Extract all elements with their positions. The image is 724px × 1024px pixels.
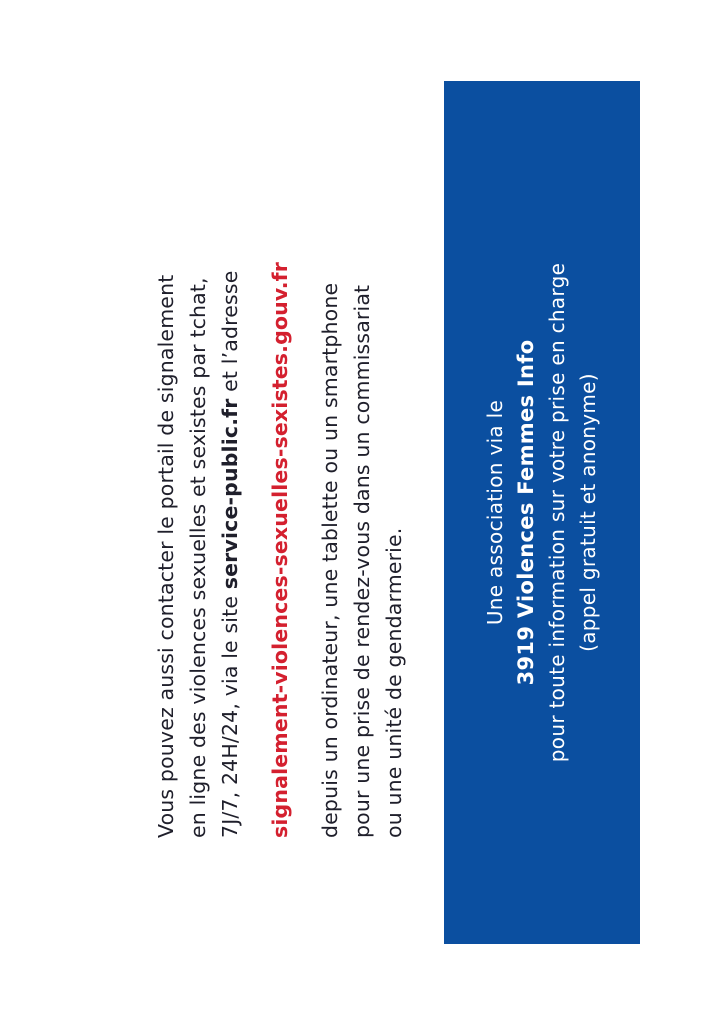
helpline-name: 3919 Violences Femmes Info: [514, 339, 538, 686]
info-line: Une association via le: [483, 399, 507, 626]
text-line: [346, 158, 378, 838]
text-fragment: depuis un ordinateur, une tablette ou un smartphone: [318, 282, 342, 838]
service-public-site: service-public.fr: [218, 398, 242, 590]
main-text-block: [150, 158, 410, 838]
spacer: [246, 158, 264, 838]
spacer: [296, 158, 314, 838]
text-line: [182, 158, 214, 838]
text-line: [378, 158, 410, 838]
text-line: [214, 158, 246, 838]
signalement-address-link: signalement-violences-sexuelles-sexistes.gouv.fr: [268, 262, 292, 838]
info-line: (appel gratuit et anonyme): [576, 373, 600, 652]
helpline-info-box: [444, 81, 640, 944]
text-line: [264, 158, 296, 838]
text-fragment: et l’adresse: [218, 270, 242, 399]
text-line: [314, 158, 346, 838]
text-fragment: 7J/7, 24H/24, via le site: [218, 589, 242, 838]
info-line: pour toute information sur votre prise en charge: [545, 262, 569, 763]
text-fragment: ou une unité de gendarmerie.: [382, 527, 406, 838]
text-line: [150, 158, 182, 838]
text-fragment: Vous pouvez aussi contacter le portail de signalement: [154, 274, 178, 838]
text-fragment: en ligne des violences sexuelles et sexistes par tchat,: [186, 277, 210, 838]
text-fragment: pour une prise de rendez-vous dans un commissariat: [350, 284, 374, 838]
